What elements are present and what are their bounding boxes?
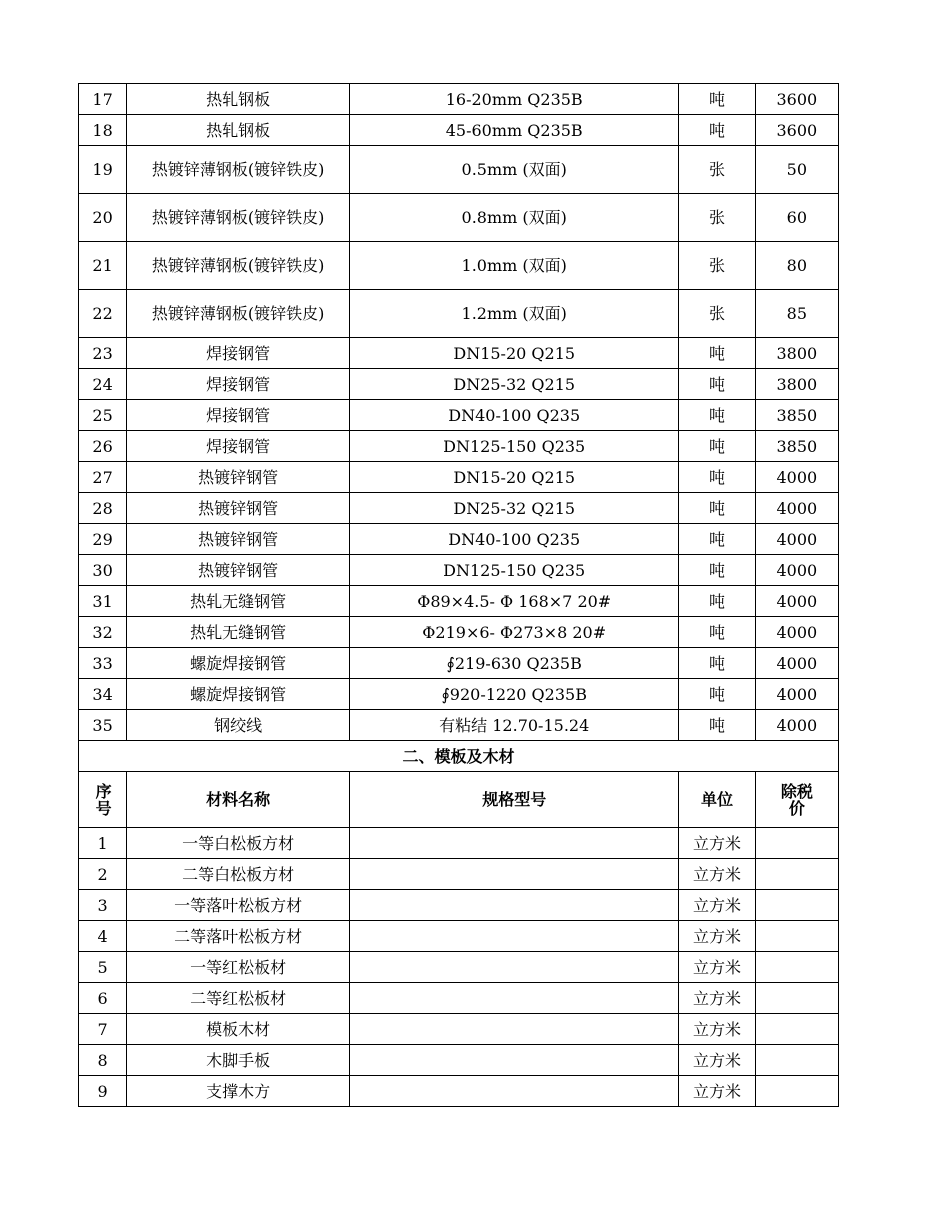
unit: 吨	[679, 400, 755, 431]
unit: 吨	[679, 617, 755, 648]
spec-model: 16-20mm Q235B	[350, 84, 679, 115]
price: 60	[755, 194, 838, 242]
unit: 吨	[679, 648, 755, 679]
material-name: 焊接钢管	[127, 369, 350, 400]
price: 50	[755, 146, 838, 194]
material-name: 支撑木方	[127, 1076, 350, 1107]
price: 4000	[755, 617, 838, 648]
row-number: 23	[79, 338, 127, 369]
unit: 吨	[679, 462, 755, 493]
spec-model: 1.0mm (双面)	[350, 242, 679, 290]
row-number: 6	[79, 983, 127, 1014]
spec-model: 0.5mm (双面)	[350, 146, 679, 194]
row-number: 21	[79, 242, 127, 290]
unit: 吨	[679, 679, 755, 710]
row-number: 26	[79, 431, 127, 462]
row-number: 22	[79, 290, 127, 338]
unit: 吨	[679, 338, 755, 369]
price: 3800	[755, 338, 838, 369]
timber-section-body	[79, 828, 839, 1107]
unit: 吨	[679, 84, 755, 115]
spec-model: DN125-150 Q235	[350, 431, 679, 462]
table-row	[79, 290, 839, 338]
price: 4000	[755, 524, 838, 555]
unit: 立方米	[679, 1076, 755, 1107]
price	[755, 1076, 838, 1107]
spec-model: 45-60mm Q235B	[350, 115, 679, 146]
header-no: 序号	[79, 772, 127, 828]
price: 3600	[755, 84, 838, 115]
price	[755, 859, 838, 890]
price: 4000	[755, 462, 838, 493]
table-row	[79, 462, 839, 493]
spec-model	[350, 921, 679, 952]
header-name: 材料名称	[127, 772, 350, 828]
material-name: 木脚手板	[127, 1045, 350, 1076]
unit: 张	[679, 290, 755, 338]
unit: 张	[679, 194, 755, 242]
price: 80	[755, 242, 838, 290]
spec-model	[350, 983, 679, 1014]
material-name: 热镀锌薄钢板(镀锌铁皮)	[127, 146, 350, 194]
unit: 吨	[679, 115, 755, 146]
price: 3850	[755, 400, 838, 431]
row-number: 29	[79, 524, 127, 555]
unit: 吨	[679, 524, 755, 555]
price-table	[78, 83, 839, 1107]
material-name: 二等白松板方材	[127, 859, 350, 890]
spec-model: 有粘结 12.70-15.24	[350, 710, 679, 741]
spec-model	[350, 1045, 679, 1076]
material-name: 热镀锌薄钢板(镀锌铁皮)	[127, 194, 350, 242]
spec-model: ∮920-1220 Q235B	[350, 679, 679, 710]
table-row	[79, 859, 839, 890]
row-number: 32	[79, 617, 127, 648]
material-name: 热镀锌钢管	[127, 462, 350, 493]
material-name: 钢绞线	[127, 710, 350, 741]
table-row	[79, 115, 839, 146]
spec-model: ∮219-630 Q235B	[350, 648, 679, 679]
table-row	[79, 431, 839, 462]
price: 85	[755, 290, 838, 338]
spec-model: Φ219×6- Φ273×8 20#	[350, 617, 679, 648]
material-name: 螺旋焊接钢管	[127, 679, 350, 710]
table-row	[79, 921, 839, 952]
spec-model: 0.8mm (双面)	[350, 194, 679, 242]
material-name: 二等红松板材	[127, 983, 350, 1014]
row-number: 24	[79, 369, 127, 400]
table-row	[79, 194, 839, 242]
unit: 吨	[679, 555, 755, 586]
material-name: 二等落叶松板方材	[127, 921, 350, 952]
table-row	[79, 828, 839, 859]
table-row	[79, 369, 839, 400]
spec-model: DN40-100 Q235	[350, 524, 679, 555]
spec-model: 1.2mm (双面)	[350, 290, 679, 338]
material-name: 热镀锌钢管	[127, 555, 350, 586]
spec-model	[350, 1014, 679, 1045]
spec-model: DN25-32 Q215	[350, 369, 679, 400]
table-row	[79, 890, 839, 921]
material-name: 热轧钢板	[127, 115, 350, 146]
column-header-row	[79, 772, 839, 828]
material-name: 一等红松板材	[127, 952, 350, 983]
material-name: 模板木材	[127, 1014, 350, 1045]
price	[755, 1014, 838, 1045]
row-number: 4	[79, 921, 127, 952]
spec-model: DN125-150 Q235	[350, 555, 679, 586]
table-row	[79, 1045, 839, 1076]
material-name: 热镀锌钢管	[127, 493, 350, 524]
row-number: 8	[79, 1045, 127, 1076]
row-number: 9	[79, 1076, 127, 1107]
table-row	[79, 952, 839, 983]
price	[755, 1045, 838, 1076]
price: 4000	[755, 679, 838, 710]
table-row	[79, 586, 839, 617]
table-row	[79, 648, 839, 679]
unit: 立方米	[679, 828, 755, 859]
material-name: 焊接钢管	[127, 431, 350, 462]
row-number: 27	[79, 462, 127, 493]
table-row	[79, 679, 839, 710]
unit: 吨	[679, 710, 755, 741]
row-number: 33	[79, 648, 127, 679]
table-row	[79, 710, 839, 741]
material-name: 热轧钢板	[127, 84, 350, 115]
material-name: 螺旋焊接钢管	[127, 648, 350, 679]
row-number: 1	[79, 828, 127, 859]
table-row	[79, 1076, 839, 1107]
material-name: 焊接钢管	[127, 400, 350, 431]
table-row	[79, 493, 839, 524]
timber-section-header	[79, 741, 839, 828]
table-row	[79, 146, 839, 194]
spec-model: DN40-100 Q235	[350, 400, 679, 431]
material-name: 热轧无缝钢管	[127, 586, 350, 617]
unit: 立方米	[679, 921, 755, 952]
row-number: 19	[79, 146, 127, 194]
unit: 吨	[679, 586, 755, 617]
price	[755, 983, 838, 1014]
unit: 吨	[679, 369, 755, 400]
unit: 立方米	[679, 983, 755, 1014]
unit: 立方米	[679, 952, 755, 983]
spec-model	[350, 1076, 679, 1107]
row-number: 34	[79, 679, 127, 710]
material-name: 热镀锌钢管	[127, 524, 350, 555]
row-number: 30	[79, 555, 127, 586]
material-name: 一等落叶松板方材	[127, 890, 350, 921]
unit: 吨	[679, 431, 755, 462]
table-row	[79, 84, 839, 115]
price: 4000	[755, 493, 838, 524]
material-name: 热镀锌薄钢板(镀锌铁皮)	[127, 290, 350, 338]
table-row	[79, 555, 839, 586]
material-name: 热轧无缝钢管	[127, 617, 350, 648]
table-row	[79, 338, 839, 369]
unit: 张	[679, 146, 755, 194]
row-number: 31	[79, 586, 127, 617]
unit: 立方米	[679, 1014, 755, 1045]
unit: 立方米	[679, 1045, 755, 1076]
price	[755, 952, 838, 983]
unit: 吨	[679, 493, 755, 524]
spec-model: DN15-20 Q215	[350, 462, 679, 493]
price: 4000	[755, 555, 838, 586]
table-row	[79, 617, 839, 648]
price: 4000	[755, 586, 838, 617]
row-number: 2	[79, 859, 127, 890]
row-number: 20	[79, 194, 127, 242]
row-number: 5	[79, 952, 127, 983]
spec-model	[350, 890, 679, 921]
row-number: 17	[79, 84, 127, 115]
row-number: 18	[79, 115, 127, 146]
row-number: 3	[79, 890, 127, 921]
price: 3600	[755, 115, 838, 146]
spec-model	[350, 952, 679, 983]
material-name: 一等白松板方材	[127, 828, 350, 859]
table-row	[79, 983, 839, 1014]
price	[755, 890, 838, 921]
table-row	[79, 1014, 839, 1045]
price: 3850	[755, 431, 838, 462]
header-spec: 规格型号	[350, 772, 679, 828]
section-title: 二、模板及木材	[79, 741, 839, 772]
spec-model: DN25-32 Q215	[350, 493, 679, 524]
unit: 张	[679, 242, 755, 290]
material-name: 热镀锌薄钢板(镀锌铁皮)	[127, 242, 350, 290]
price	[755, 828, 838, 859]
unit: 立方米	[679, 859, 755, 890]
price: 4000	[755, 710, 838, 741]
steel-section-body	[79, 84, 839, 741]
table-row	[79, 242, 839, 290]
header-unit: 单位	[679, 772, 755, 828]
row-number: 35	[79, 710, 127, 741]
unit: 立方米	[679, 890, 755, 921]
material-name: 焊接钢管	[127, 338, 350, 369]
spec-model: DN15-20 Q215	[350, 338, 679, 369]
price	[755, 921, 838, 952]
spec-model: Φ89×4.5- Φ 168×7 20#	[350, 586, 679, 617]
row-number: 25	[79, 400, 127, 431]
row-number: 28	[79, 493, 127, 524]
spec-model	[350, 828, 679, 859]
price: 3800	[755, 369, 838, 400]
header-price: 除税价	[755, 772, 838, 828]
table-row	[79, 400, 839, 431]
row-number: 7	[79, 1014, 127, 1045]
spec-model	[350, 859, 679, 890]
table-row	[79, 524, 839, 555]
price: 4000	[755, 648, 838, 679]
